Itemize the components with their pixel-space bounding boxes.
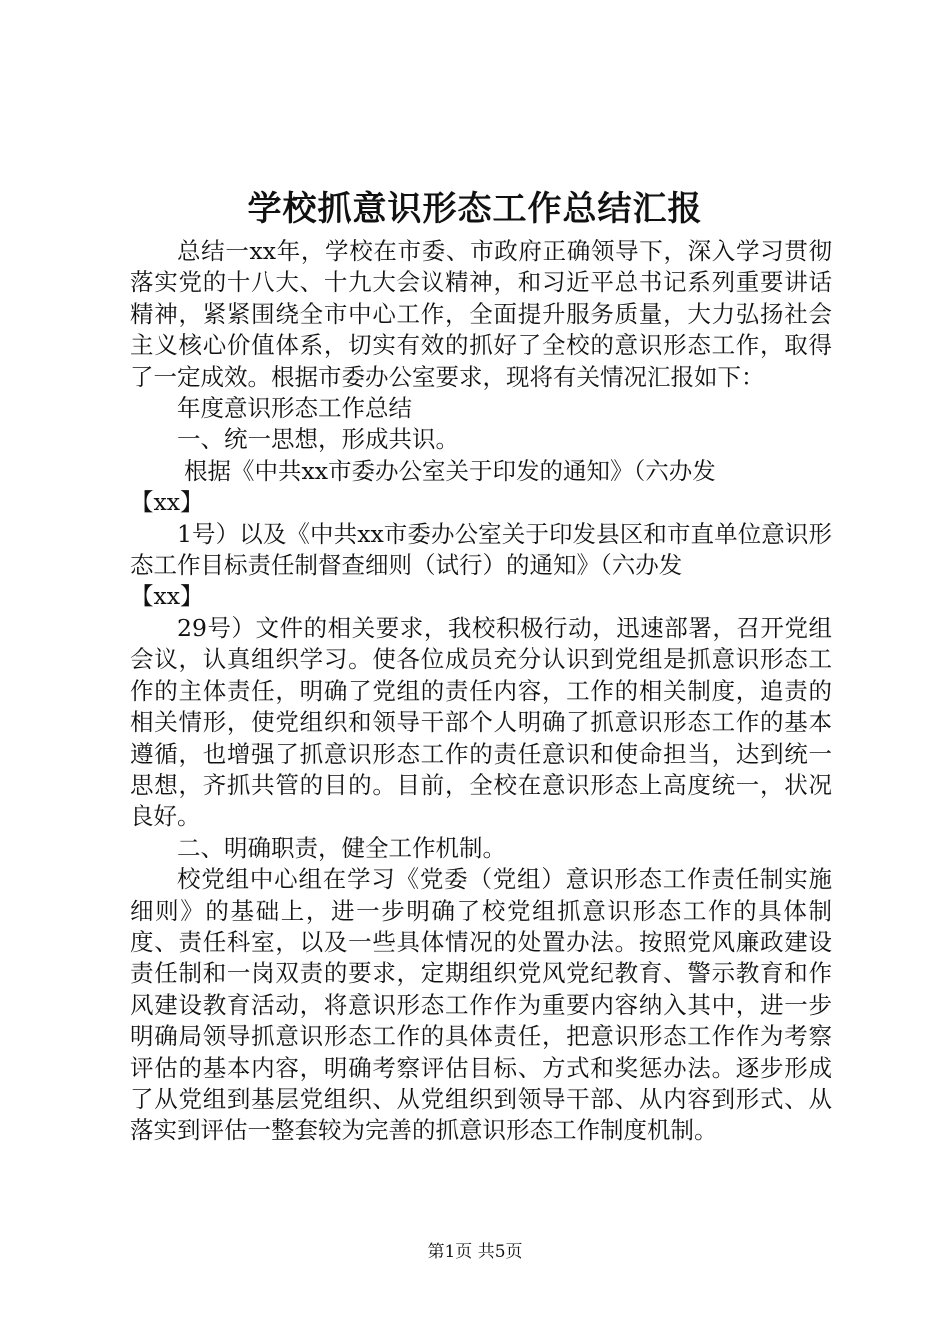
paragraph-unify-thought: 29号）文件的相关要求，我校积极行动，迅速部署，召开党组会议，认真组织学习。使各位成员充分认识到党组是抓意识形态工作的主体责任，明确了党组的责任内容，工作的相关制度，追责的相关情形，使党组织和领导干部个人明确了抓意识形态工作的基本遵循，也增强了抓意识形态工作的责任意识和使命担当，达到统一思想，齐抓共管的目的。目前，全校在意识形态上高度统一，状况良好。 [130, 613, 832, 831]
paragraph-section-heading: 年度意识形态工作总结 [177, 394, 412, 423]
paragraph-heading-one: 一、统一思想，形成共识。 [177, 425, 459, 454]
paragraph-heading-two: 二、明确职责，健全工作机制。 [177, 833, 506, 862]
paragraph-bracket-one: 【xx】 [130, 488, 204, 517]
paragraph-intro: 总结一xx年，学校在市委、市政府正确领导下，深入学习贯彻落实党的十八大、十九大会议精神，和习近平总书记系列重要讲话精神，紧紧围绕全市中心工作，全面提升服务质量，大力弘扬社会主义核心价值体系，切实有效的抓好了全校的意识形态工作，取得了一定成效。根据市委办公室要求，现将有关情况汇报如下： [130, 237, 832, 391]
paragraph-notice-one: 根据《中共xx市委办公室关于印发的通知》（六办发 [184, 456, 716, 485]
paragraph-responsibility: 校党组中心组在学习《党委（党组）意识形态工作责任制实施细则》的基础上，进一步明确了校党组抓意识形态工作的具体制度、责任科室，以及一些具体情况的处置办法。按照党风廉政建设责任制和一岗双责的要求，定期组织党风党纪教育、警示教育和作风建设教育活动，将意识形态工作作为重要内容纳入其中，进一步明确局领导抓意识形态工作的具体责任，把意识形态工作作为考察评估的基本内容，明确考察评估目标、方式和奖惩办法。逐步形成了从党组到基层党组织、从党组织到领导干部、从内容到形式、从落实到评估一整套较为完善的抓意识形态工作制度机制。 [130, 865, 832, 1145]
document-body [130, 236, 832, 1147]
document-title: 学校抓意识形态工作总结汇报 [247, 189, 703, 229]
paragraph-bracket-two: 【xx】 [130, 582, 204, 611]
paragraph-notice-two: 1号）以及《中共xx市委办公室关于印发县区和市直单位意识形态工作目标责任制督查细则（试行）的通知》（六办发 [130, 519, 832, 580]
page-number-footer: 第1页 共5页 [427, 1242, 523, 1262]
